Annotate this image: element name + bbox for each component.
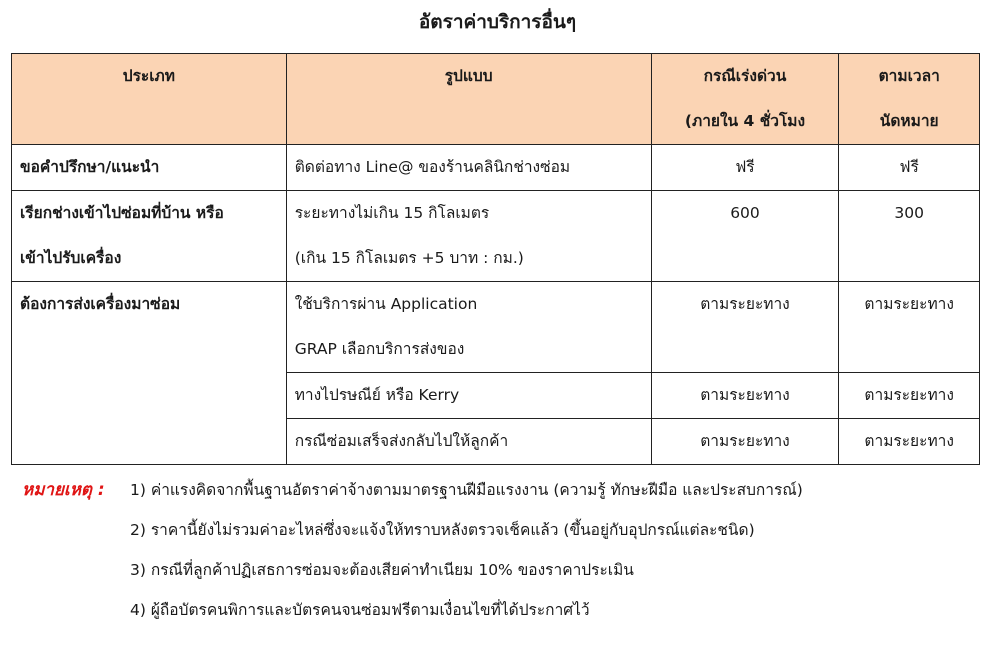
row-form-app-delivery [286,282,651,373]
notes-section [22,470,982,630]
row-form-onsite-line1: ระยะทางไม่เกิน 15 กิโลเมตร [294,204,490,222]
row-urgent-consult: ฟรี [651,145,839,191]
table-row [12,145,980,191]
header-appt-line2: นัดหมาย [879,112,939,130]
row-urgent-app-delivery: ตามระยะทาง [651,282,839,373]
notes-label: หมายเหตุ : [22,480,105,500]
note-item [22,470,982,510]
note-text-4: 4) ผู้ถือบัตรคนพิการและบัตรคนจนซ่อมฟรีตามเงื่อนไขที่ได้ประกาศไว้ [130,601,590,619]
note-text-2: 2) ราคานี้ยังไม่รวมค่าอะไหล่ซึ่งจะแจ้งให้ทราบหลังตรวจเช็คแล้ว (ขึ้นอยู่กับอุปกรณ์แต่ละชนิด) [130,521,755,539]
table-row [12,282,980,373]
row-form-app-line1: ใช้บริการผ่าน Application [294,295,478,313]
header-urgent-line2: (ภายใน 4 ชั่วโมง [684,112,806,130]
header-type: ประเภท [12,54,287,145]
table-row [12,191,980,282]
row-urgent-return: ตามระยะทาง [651,419,839,465]
row-form-post: ทางไปรษณีย์ หรือ Kerry [286,373,651,419]
row-type-shipping: ต้องการส่งเครื่องมาซ่อม [12,282,287,465]
row-type-onsite-line1: เรียกช่างเข้าไปซ่อมที่บ้าน หรือ [20,204,224,222]
row-form-app-line2: GRAP เลือกบริการส่งของ [294,340,465,358]
row-appt-app-delivery: ตามระยะทาง [839,282,980,373]
row-appt-return: ตามระยะทาง [839,419,980,465]
row-form-onsite-line2: (เกิน 15 กิโลเมตร +5 บาท : กม.) [294,249,524,267]
header-form: รูปแบบ [286,54,651,145]
note-item [22,510,982,550]
header-appt-line1: ตามเวลา [878,67,940,85]
note-text-1: 1) ค่าแรงคิดจากพื้นฐานอัตราค่าจ้างตามมาตรฐานฝีมือแรงงาน (ความรู้ ทักษะฝีมือ และประสบการณ์) [130,481,803,499]
header-urgent [651,54,839,145]
row-form-onsite [286,191,651,282]
note-item [22,550,982,590]
row-appt-post: ตามระยะทาง [839,373,980,419]
note-text-3: 3) กรณีที่ลูกค้าปฏิเสธการซ่อมจะต้องเสียค่าทำเนียม 10% ของราคาประเมิน [130,561,634,579]
row-type-onsite [12,191,287,282]
row-form-return: กรณีซ่อมเสร็จส่งกลับไปให้ลูกค้า [286,419,651,465]
row-type-onsite-line2: เข้าไปรับเครื่อง [20,249,122,267]
row-appt-onsite: 300 [839,191,980,282]
service-rates-table [11,53,980,465]
row-urgent-onsite: 600 [651,191,839,282]
header-urgent-line1: กรณีเร่งด่วน [703,67,787,85]
row-appt-consult: ฟรี [839,145,980,191]
note-item [22,590,982,630]
table-header-row [12,54,980,145]
row-urgent-post: ตามระยะทาง [651,373,839,419]
header-appointment [839,54,980,145]
row-form-consult: ติดต่อทาง Line@ ของร้านคลินิกช่างซ่อม [286,145,651,191]
row-type-consult: ขอคำปรึกษา/แนะนำ [12,145,287,191]
page-title: อัตราค่าบริการอื่นๆ [418,11,577,33]
